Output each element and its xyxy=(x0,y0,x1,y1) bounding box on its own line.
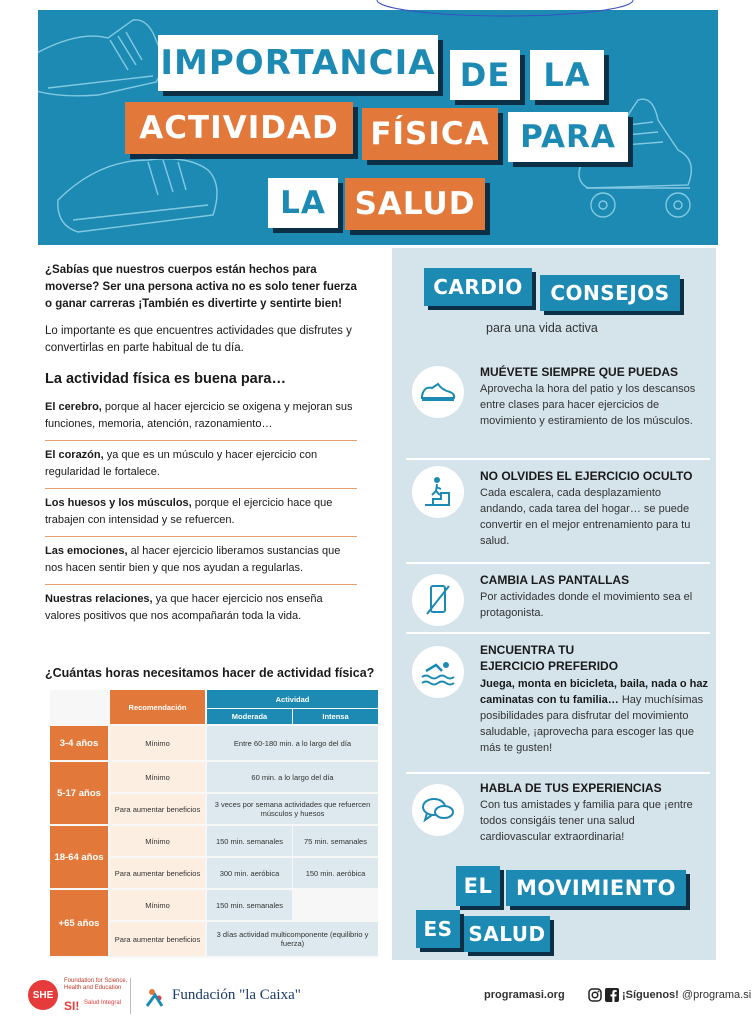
divider xyxy=(406,772,710,774)
age-cell: +65 años xyxy=(50,890,108,956)
age-cell: 18-64 años xyxy=(50,826,108,888)
title-word-para: PARA xyxy=(508,112,628,162)
left-column xyxy=(45,262,357,632)
benefits-title: La actividad física es buena para… xyxy=(45,371,286,387)
tip-text: Juega, monta en bicicleta, baila, nada o haz caminatas con tu familia… Hay muchísimas posibilidades para disfrutar del movimiento saludable, ¡aprovecha para escoger las que más te gusten! xyxy=(480,678,709,754)
divider xyxy=(406,632,710,634)
header-recomendacion: Recomendación xyxy=(110,690,205,724)
intro-bold: ¿Sabías que nuestros cuerpos están hechos para moverse? Ser una persona activa no es solo tener fuerza o ganar carreras ¡También es divertirte y sentirte bien! xyxy=(45,264,357,310)
rec-cell: Para aumentar beneficios xyxy=(110,794,205,824)
cardio-subtitle: para una vida activa xyxy=(486,321,598,335)
motto-word-2: MOVIMIENTO xyxy=(506,870,686,906)
title-word-la-2: LA xyxy=(268,178,338,228)
cardio-title-word-2: CONSEJOS xyxy=(540,275,680,311)
list-item: Los huesos y los músculos, porque el ejercicio hace que trabajen con intensidad y se refuercen. xyxy=(45,489,357,537)
swimmer-icon xyxy=(412,646,464,698)
no-phone-icon xyxy=(412,574,464,626)
she-text: Foundation for Science, Health and Education xyxy=(64,978,128,991)
follow-text: ¡Síguenos! @programa.si xyxy=(622,989,752,1001)
tip-text: Aprovecha la hora del patio y los descansos entre clases para hacer ejercicios de movimiento y estiramiento de los músculos. xyxy=(480,383,696,427)
header-intensa: Intensa xyxy=(293,709,378,724)
stairs-person-icon xyxy=(412,466,464,518)
caixa-text: Fundación "la Caixa" xyxy=(172,987,301,1003)
tip-title: NO OLVIDES EL EJERCICIO OCULTO xyxy=(480,469,693,483)
footer-divider xyxy=(130,978,131,1014)
website-link[interactable]: programasi.org xyxy=(484,989,565,1001)
motto-word-1: EL xyxy=(456,866,500,906)
rec-cell: Mínimo xyxy=(110,890,205,920)
tip-text: Con tus amistades y familia para que ¡entre todos consigáis tener una salud cardiovascular extraordinaria! xyxy=(480,799,693,843)
decorative-oval xyxy=(370,0,640,20)
footer xyxy=(0,972,752,1024)
value-cell: 3 veces por semana actividades que refuercen músculos y huesos xyxy=(207,794,378,824)
rec-cell: Para aumentar beneficios xyxy=(110,922,205,956)
divider xyxy=(406,562,710,564)
intro-normal: Lo importante es que encuentres actividades que disfrutes y convertirlas en parte habitual de tu día. xyxy=(45,325,352,354)
list-item: El corazón, ya que es un músculo y hacer ejercicio con regularidad le fortalece. xyxy=(45,441,357,489)
speech-bubbles-icon xyxy=(412,784,464,836)
sneaker-icon xyxy=(412,366,464,418)
value-cell: 300 min. aeróbica xyxy=(207,858,292,888)
rec-cell: Mínimo xyxy=(110,762,205,792)
si-text: Salud Integral xyxy=(84,1000,122,1006)
value-cell: 150 min. semanales xyxy=(207,890,292,920)
age-cell: 5-17 años xyxy=(50,762,108,824)
list-item: Las emociones, al hacer ejercicio liberamos sustancias que nos hacen sentir bien y que nos ayudan a regularlas. xyxy=(45,537,357,585)
value-cell: 150 min. semanales xyxy=(207,826,292,856)
value-cell: Entre 60-180 min. a lo largo del día xyxy=(207,726,378,760)
caixa-star-icon xyxy=(144,986,166,1008)
cardio-title-word-1: CARDIO xyxy=(424,268,532,306)
motto-word-4: SALUD xyxy=(464,916,550,952)
si-logo: SI! xyxy=(64,999,80,1013)
title-word-fisica: FÍSICA xyxy=(362,108,498,160)
instagram-icon[interactable] xyxy=(588,988,602,1002)
tip-text: Por actividades donde el movimiento sea el protagonista. xyxy=(480,591,693,619)
facebook-icon[interactable] xyxy=(605,988,619,1002)
tip-title: MUÉVETE SIEMPRE QUE PUEDAS xyxy=(480,365,679,379)
tip-text: Cada escalera, cada desplazamiento andando, cada tarea del hogar… se puede convertir en el mejor entrenamiento para tu salud. xyxy=(480,487,691,547)
value-cell: 150 min. aeróbica xyxy=(293,858,378,888)
tip-title: ENCUENTRA TU EJERCICIO PREFERIDO xyxy=(480,643,619,673)
title-word-salud: SALUD xyxy=(345,178,485,230)
rec-cell: Para aumentar beneficios xyxy=(110,858,205,888)
header-actividad: Actividad xyxy=(207,690,378,708)
benefits-list xyxy=(45,393,357,632)
motto-word-3: ES xyxy=(416,910,460,948)
header-moderada: Moderada xyxy=(207,709,292,724)
she-logo: SHE xyxy=(28,980,58,1010)
divider xyxy=(406,458,710,460)
hours-title: ¿Cuántas horas necesitamos hacer de actividad física? xyxy=(45,666,375,680)
title-word-actividad: ACTIVIDAD xyxy=(125,102,353,154)
title-word-de: DE xyxy=(450,50,520,100)
age-cell: 3-4 años xyxy=(50,726,108,760)
value-cell: 60 min. a lo largo del día xyxy=(207,762,378,792)
tip-title: CAMBIA LAS PANTALLAS xyxy=(480,573,630,587)
tip-title: HABLA DE TUS EXPERIENCIAS xyxy=(480,781,662,795)
rec-cell: Mínimo xyxy=(110,826,205,856)
list-item: Nuestras relaciones, ya que hacer ejercicio nos enseña valores positivos que nos acompañarán toda la vida. xyxy=(45,593,323,622)
rec-cell: Mínimo xyxy=(110,726,205,760)
activity-hours-table xyxy=(50,690,378,958)
list-item: El cerebro, porque al hacer ejercicio se oxigena y mejoran sus funciones, memoria, atención, razonamiento… xyxy=(45,393,357,441)
value-cell: 3 días actividad multicomponente (equilibrio y fuerza) xyxy=(207,922,378,956)
title-word-importancia: IMPORTANCIA xyxy=(158,35,438,91)
title-word-la-1: LA xyxy=(530,50,604,100)
value-cell: 75 min. semanales xyxy=(293,826,378,856)
